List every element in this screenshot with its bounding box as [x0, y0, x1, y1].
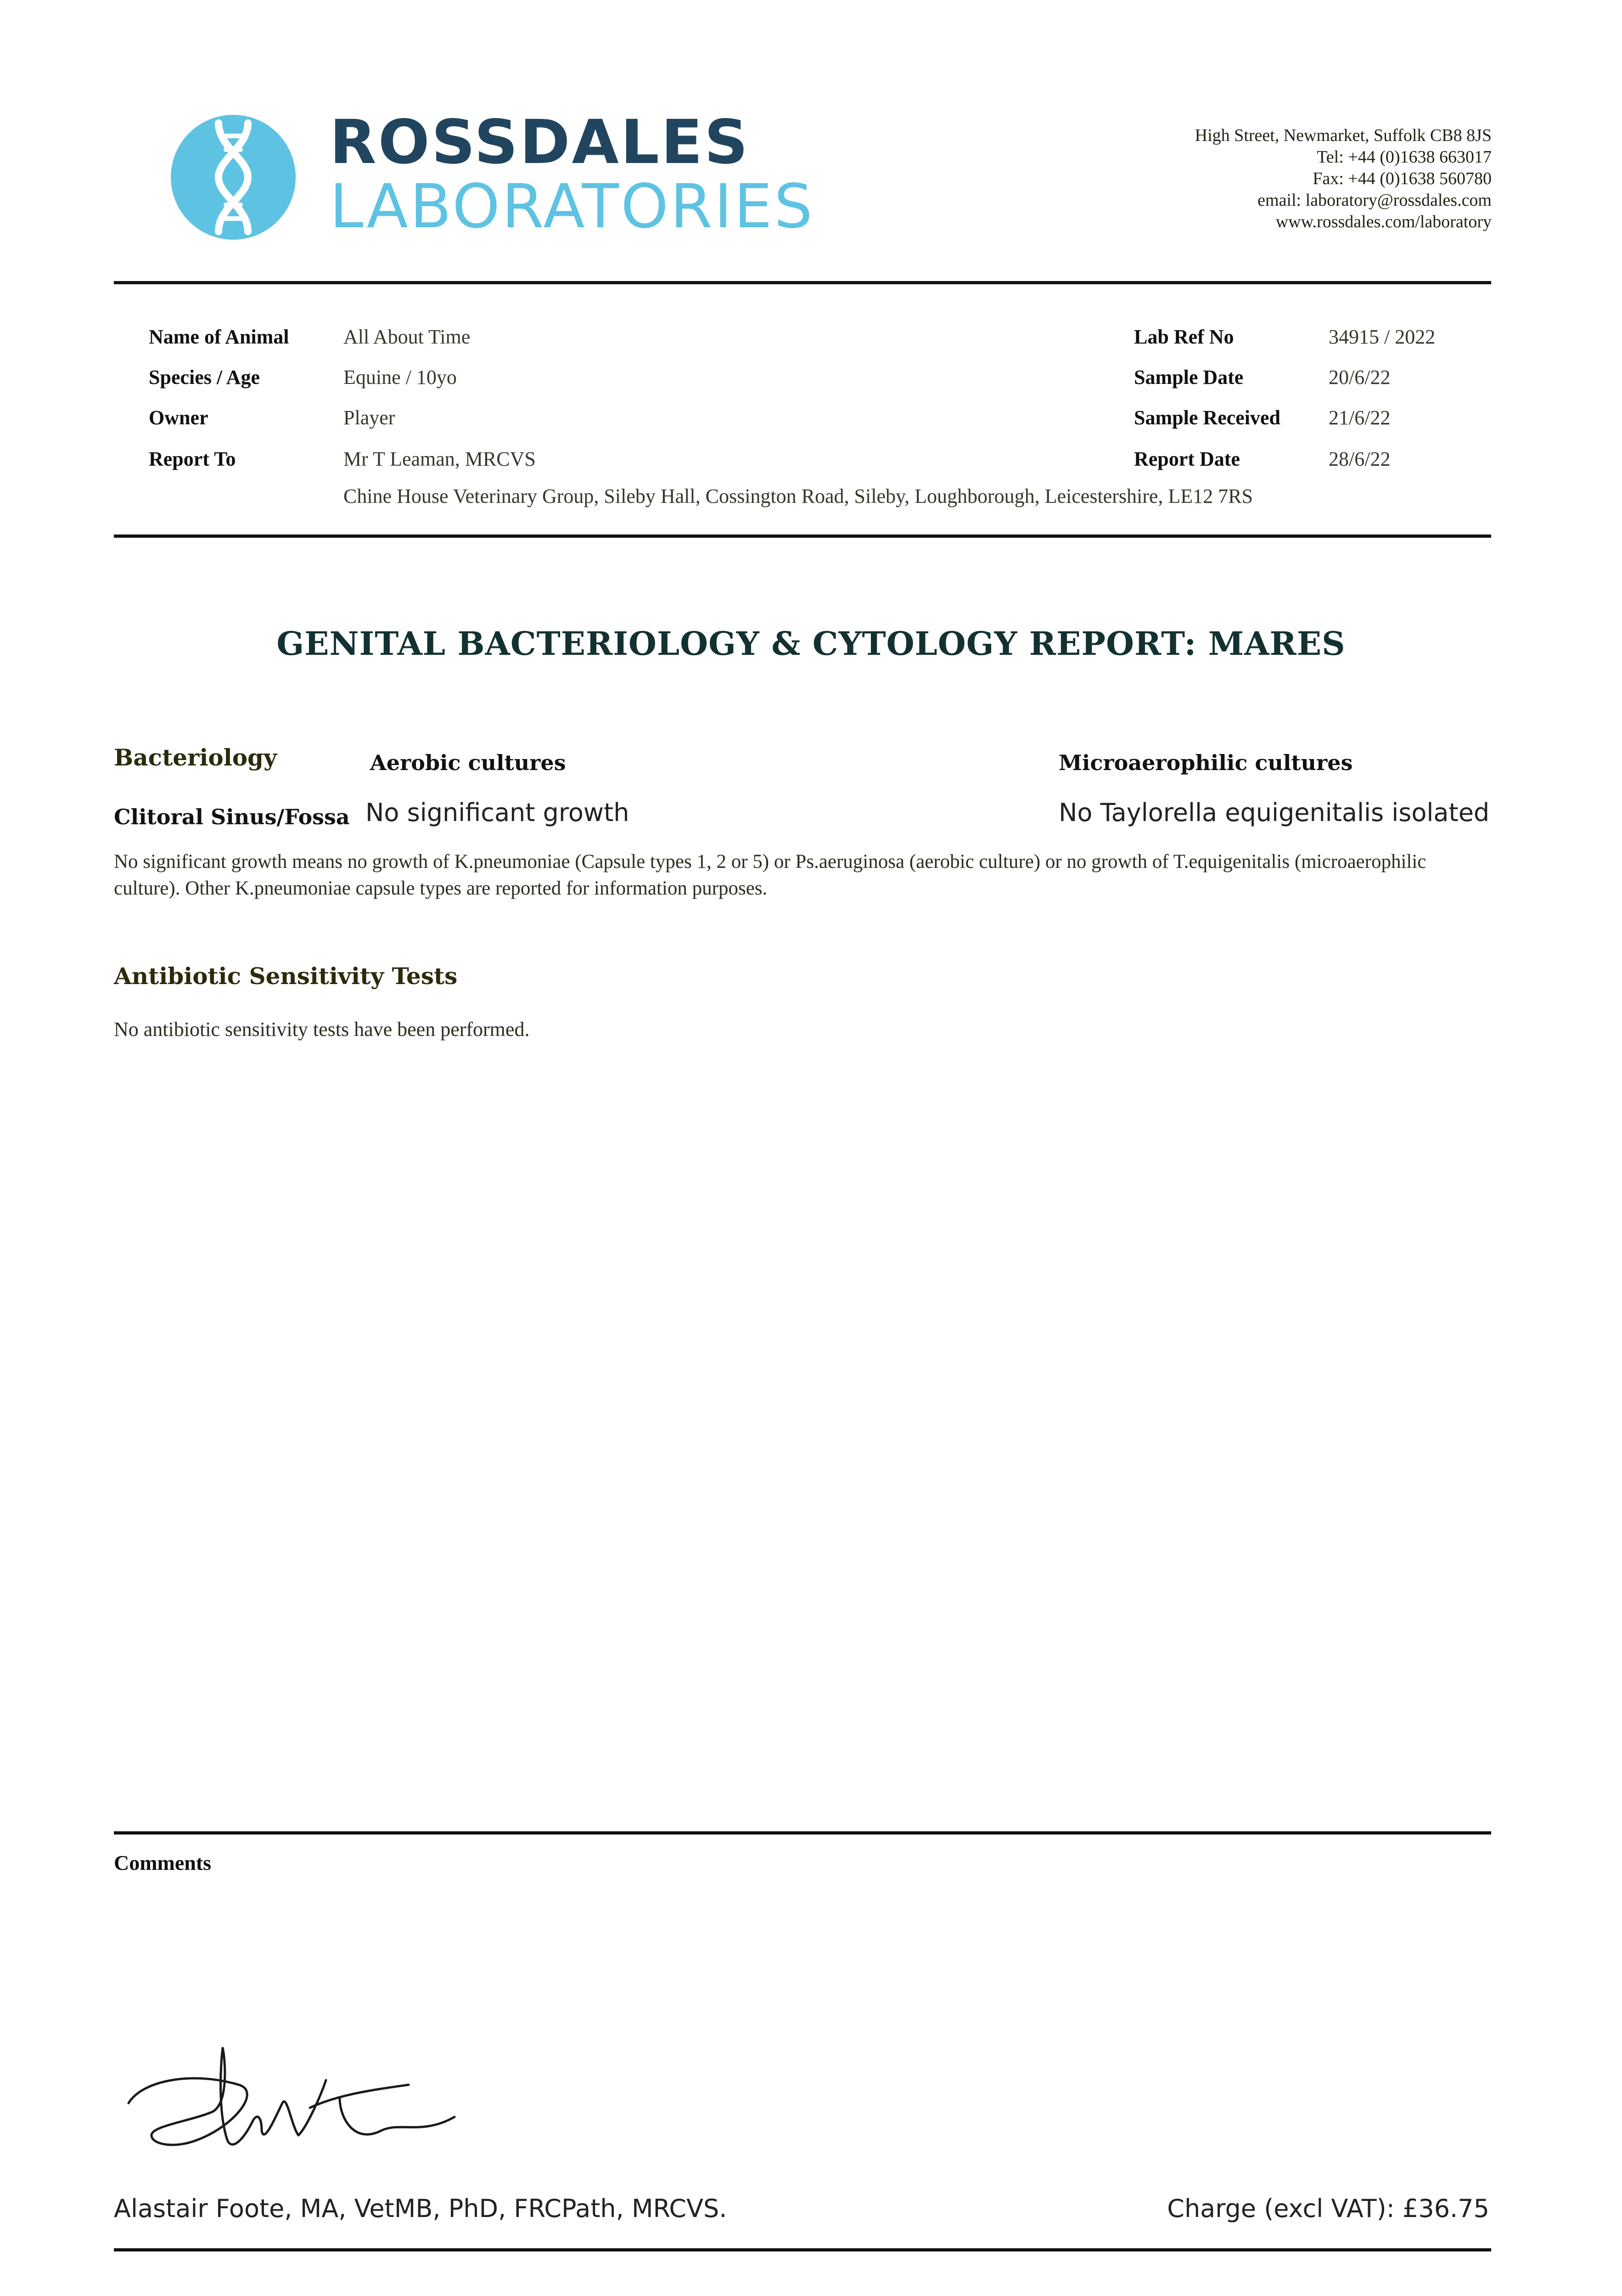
- comments-label: Comments: [114, 1851, 212, 1874]
- charge-text: Charge (excl VAT): £36.75: [1167, 2194, 1489, 2223]
- antibiotic-sensitivity-text: No antibiotic sensitivity tests have been performed.: [114, 1018, 530, 1041]
- aerobic-cultures-header: Aerobic cultures: [370, 750, 566, 775]
- footer-divider: [114, 2248, 1491, 2251]
- sample-date-label: Sample Date: [1134, 366, 1244, 388]
- dna-helix-icon: [171, 115, 296, 240]
- info-divider: [114, 535, 1491, 538]
- clitoral-sinus-fossa-label: Clitoral Sinus/Fossa: [114, 805, 350, 829]
- report-to-label: Report To: [149, 448, 236, 470]
- report-date-label: Report Date: [1134, 448, 1240, 470]
- lab-ref-value: 34915 / 2022: [1329, 326, 1436, 348]
- brand-name-line1: ROSSDALES: [330, 107, 750, 178]
- report-date-value: 28/6/22: [1329, 448, 1391, 470]
- aerobic-result: No significant growth: [365, 798, 629, 827]
- species-age-label: Species / Age: [149, 366, 260, 388]
- name-of-animal-label: Name of Animal: [149, 326, 289, 348]
- contact-tel: Tel: +44 (0)1638 663017: [1317, 147, 1492, 167]
- sample-date-value: 20/6/22: [1329, 366, 1391, 388]
- owner-label: Owner: [149, 406, 208, 429]
- bacteriology-note: No significant growth means no growth of K.pneumoniae (Capsule types 1, 2 or 5) or Ps.aeruginosa (aerobic culture) or no growth of T.equigenitalis (microaerophilic culture). Other K.pneumoniae capsule types are reported for information purposes.: [114, 851, 1426, 899]
- species-age-value: Equine / 10yo: [343, 366, 457, 388]
- contact-address: High Street, Newmarket, Suffolk CB8 8JS: [1195, 126, 1492, 145]
- sample-received-value: 21/6/22: [1329, 406, 1391, 429]
- contact-fax: Fax: +44 (0)1638 560780: [1313, 169, 1492, 188]
- report-to-address: Chine House Veterinary Group, Sileby Hall, Cossington Road, Sileby, Loughborough, Leicestershire, LE12 7RS: [343, 485, 1253, 507]
- contact-block: [1195, 125, 1492, 233]
- owner-value: Player: [343, 406, 395, 429]
- antibiotic-sensitivity-heading: Antibiotic Sensitivity Tests: [114, 962, 458, 990]
- brand-name-line2: LABORATORIES: [330, 171, 814, 242]
- signatory-name: Alastair Foote, MA, VetMB, PhD, FRCPath, MRCVS.: [114, 2194, 727, 2223]
- microaerophilic-cultures-header: Microaerophilic cultures: [1059, 750, 1353, 775]
- report-title: GENITAL BACTERIOLOGY & CYTOLOGY REPORT: MARES: [276, 625, 1346, 663]
- contact-email: email: laboratory@rossdales.com: [1257, 191, 1492, 210]
- sample-received-label: Sample Received: [1134, 406, 1280, 429]
- bacteriology-heading: Bacteriology: [114, 744, 277, 771]
- signature: [124, 2043, 473, 2163]
- comments-divider: [114, 1831, 1491, 1835]
- microaerophilic-result: No Taylorella equigenitalis isolated: [1059, 798, 1490, 827]
- contact-web: www.rossdales.com/laboratory: [1275, 212, 1492, 231]
- lab-ref-label: Lab Ref No: [1134, 326, 1234, 348]
- report-to-value: Mr T Leaman, MRCVS: [343, 448, 536, 470]
- header-divider: [114, 281, 1491, 284]
- name-of-animal-value: All About Time: [343, 326, 471, 348]
